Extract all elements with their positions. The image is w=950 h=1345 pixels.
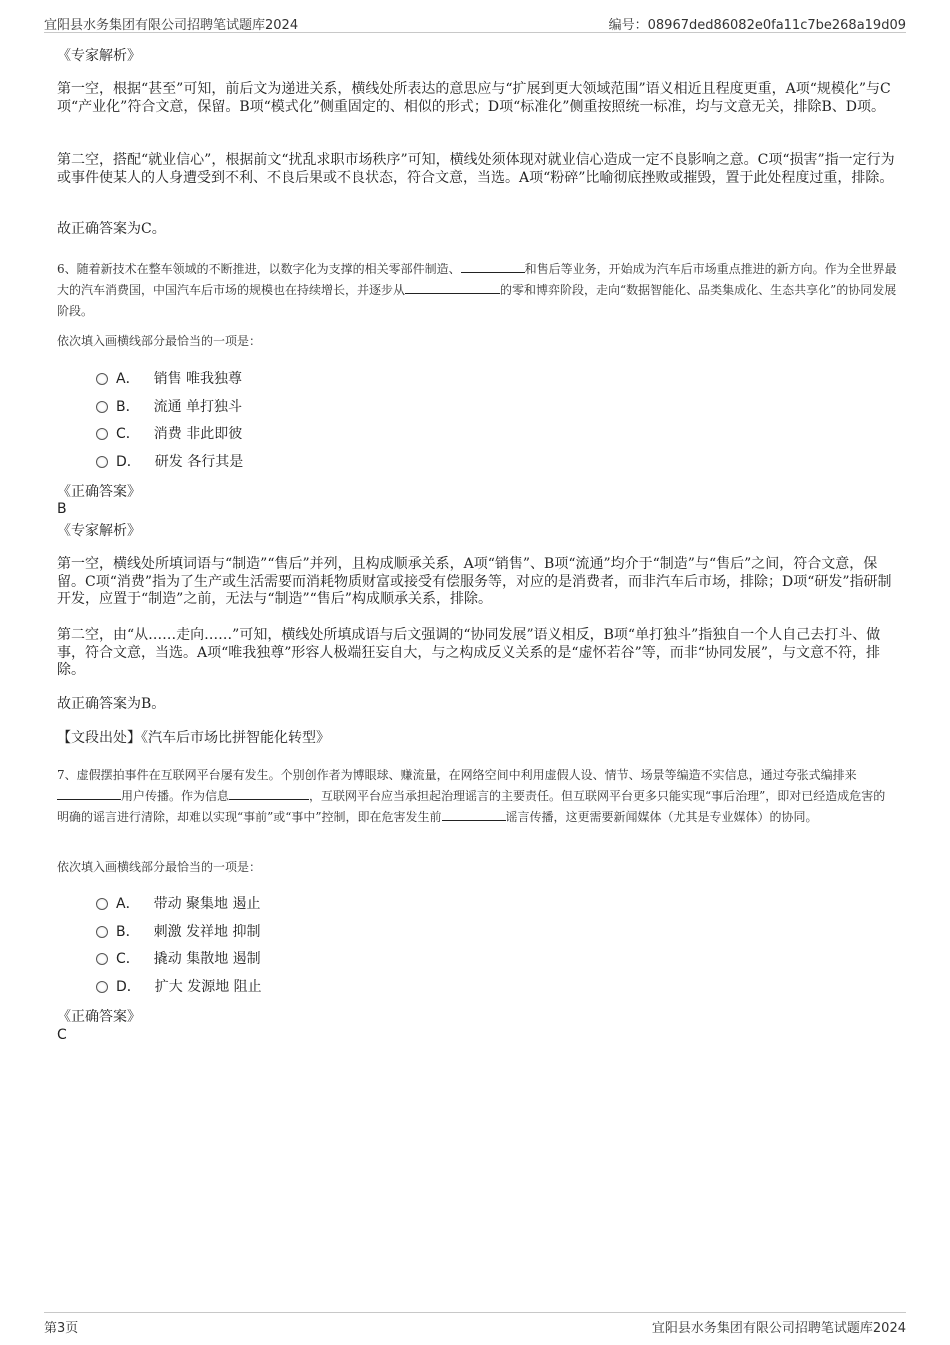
q5-analysis-para2: 第二空，搭配“就业信心”，根据前文“扰乱求职市场秩序”可知，横线处须体现对就业信心造成一定不良影响之意。C项“损害”指一定行为或事件使某人的人身遭受到不利、不良后果或不良状态，符合文意，当选。A项“粉碎”比喻彻底挫败或摧毁，置于此处程度过重，排除。 [57, 152, 895, 186]
q7-blank-1 [57, 787, 121, 800]
radio-icon[interactable] [96, 456, 108, 468]
q6-analysis-para2: 第二空，由“从……走向……”可知，横线处所填成语与后文强调的“协同发展”语义相反，B项“单打独斗”指独自一个人自己去打斗、做事，符合文意，当选。A项“唯我独尊”形容人极端狂妄自大，与之构成反义关系的是“虚怀若谷”等，而非“协同发展”，与文意不符，排除。 [57, 627, 881, 678]
q7-stem-part4: 谣言传播，这更需要新闻媒体（尤其是专业媒体）的协同。 [505, 810, 818, 824]
q7-option-d[interactable] [96, 976, 262, 998]
option-letter: C． [116, 426, 140, 442]
option-text: 流通 单打独斗 [153, 399, 243, 415]
header-title: 宜阳县水务集团有限公司招聘笔试题库2024 [44, 18, 299, 33]
q7-stem [57, 765, 897, 828]
option-text: 研发 各行其是 [154, 454, 244, 470]
footer-title: 宜阳县水务集团有限公司招聘笔试题库2024 [651, 1321, 906, 1336]
option-text: 销售 唯我独尊 [153, 371, 243, 387]
radio-icon[interactable] [96, 953, 108, 965]
page-footer [44, 1312, 906, 1335]
radio-icon[interactable] [96, 373, 108, 385]
q6-answer: B [57, 501, 67, 517]
option-letter: D． [116, 454, 141, 470]
radio-icon[interactable] [96, 898, 108, 910]
q7-option-c[interactable] [96, 948, 261, 970]
q6-conclusion: 故正确答案为B。 [57, 696, 166, 712]
option-text: 消费 非此即彼 [153, 426, 243, 442]
q7-blank-3 [442, 808, 506, 821]
q6-stem-part2: 和售后等业务，开始成为汽车后市场重点推进的新方向。作为全世界最大的汽车消费国，中国汽车后市场的规模也在持续增长，并逐步从 [57, 262, 897, 297]
option-letter: B． [116, 399, 140, 415]
q5-analysis-para1: 第一空，根据“甚至”可知，前后文为递进关系，横线处所表达的意思应与“扩展到更大领域范围”语义相近且程度更重，A项“规模化”与C项“产业化”符合文意，保留。B项“模式化”侧重固定的、相似的形式；D项“标准化”侧重按照统一标准，均与文意无关，排除B、D项。 [57, 81, 891, 115]
q7-prompt: 依次填入画横线部分最恰当的一项是： [57, 860, 262, 874]
option-letter: A． [116, 371, 140, 387]
q5-expert-title: 《专家解析》 [57, 48, 141, 64]
option-text: 扩大 发源地 阻止 [154, 979, 262, 995]
q6-option-d[interactable] [96, 451, 243, 473]
q7-answer-title: 《正确答案》 [57, 1009, 141, 1025]
option-letter: A． [116, 896, 140, 912]
option-letter: D． [116, 979, 141, 995]
radio-icon[interactable] [96, 981, 108, 993]
q6-stem [57, 259, 897, 322]
q5-conclusion: 故正确答案为C。 [57, 221, 166, 237]
q6-stem-part3: 的零和博弈阶段，走向“数据智能化、品类集成化、生态共享化”的协同发展阶段。 [57, 283, 897, 318]
option-text: 撬动 集散地 遏制 [153, 951, 261, 967]
page-header [44, 10, 906, 33]
q7-stem-part2: 用户传播。作为信息 [121, 789, 230, 803]
page-number: 第3页 [44, 1321, 79, 1336]
q6-blank-1 [461, 260, 525, 273]
q6-source: 【文段出处】《汽车后市场比拼智能化转型》 [57, 730, 330, 746]
q6-answer-title: 《正确答案》 [57, 484, 141, 500]
header-doc-id: 编号：08967ded86082e0fa11c7be268a19d09 [608, 18, 906, 33]
q6-option-a[interactable] [96, 368, 242, 390]
q7-stem-part1: 7、虚假摆拍事件在互联网平台屡有发生。个别创作者为博眼球、赚流量，在网络空间中利用虚假人设、情节、场景等编造不实信息，通过夸张式编排来 [57, 768, 857, 782]
q6-stem-part1: 6、随着新技术在整车领域的不断推进，以数字化为支撑的相关零部件制造、 [57, 262, 461, 276]
option-letter: B． [116, 924, 140, 940]
q7-stem-part3: ，互联网平台应当承担起治理谣言的主要责任。但互联网平台更多只能实现“事后治理”，即对已经造成危害的明确的谣言进行清除，却难以实现“事前”或“事中”控制，即在危害发生前 [57, 789, 886, 824]
q6-option-b[interactable] [96, 396, 242, 418]
radio-icon[interactable] [96, 926, 108, 938]
q6-blank-2 [405, 281, 500, 294]
q7-answer: C [57, 1027, 67, 1043]
q6-option-c[interactable] [96, 423, 242, 445]
option-letter: C． [116, 951, 140, 967]
option-text: 刺激 发祥地 抑制 [153, 924, 261, 940]
radio-icon[interactable] [96, 401, 108, 413]
q6-prompt: 依次填入画横线部分最恰当的一项是： [57, 334, 262, 348]
radio-icon[interactable] [96, 428, 108, 440]
q6-analysis-para1: 第一空，横线处所填词语与“制造”“售后”并列，且构成顺承关系，A项“销售”、B项“流通”均介于“制造”与“售后”之间，符合文意，保留。C项“消费”指为了生产或生活需要而消耗物质财富或接受有偿服务等，对应的是消费者，而非汽车后市场，排除；D项“研发”指研制开发，应置于“制造”之前，无法与“制造”“售后”构成顺承关系，排除。 [57, 556, 892, 607]
q6-expert-title: 《专家解析》 [57, 523, 141, 539]
q7-option-b[interactable] [96, 921, 261, 943]
q7-blank-2 [229, 787, 309, 800]
q7-option-a[interactable] [96, 893, 260, 915]
option-text: 带动 聚集地 遏止 [153, 896, 261, 912]
